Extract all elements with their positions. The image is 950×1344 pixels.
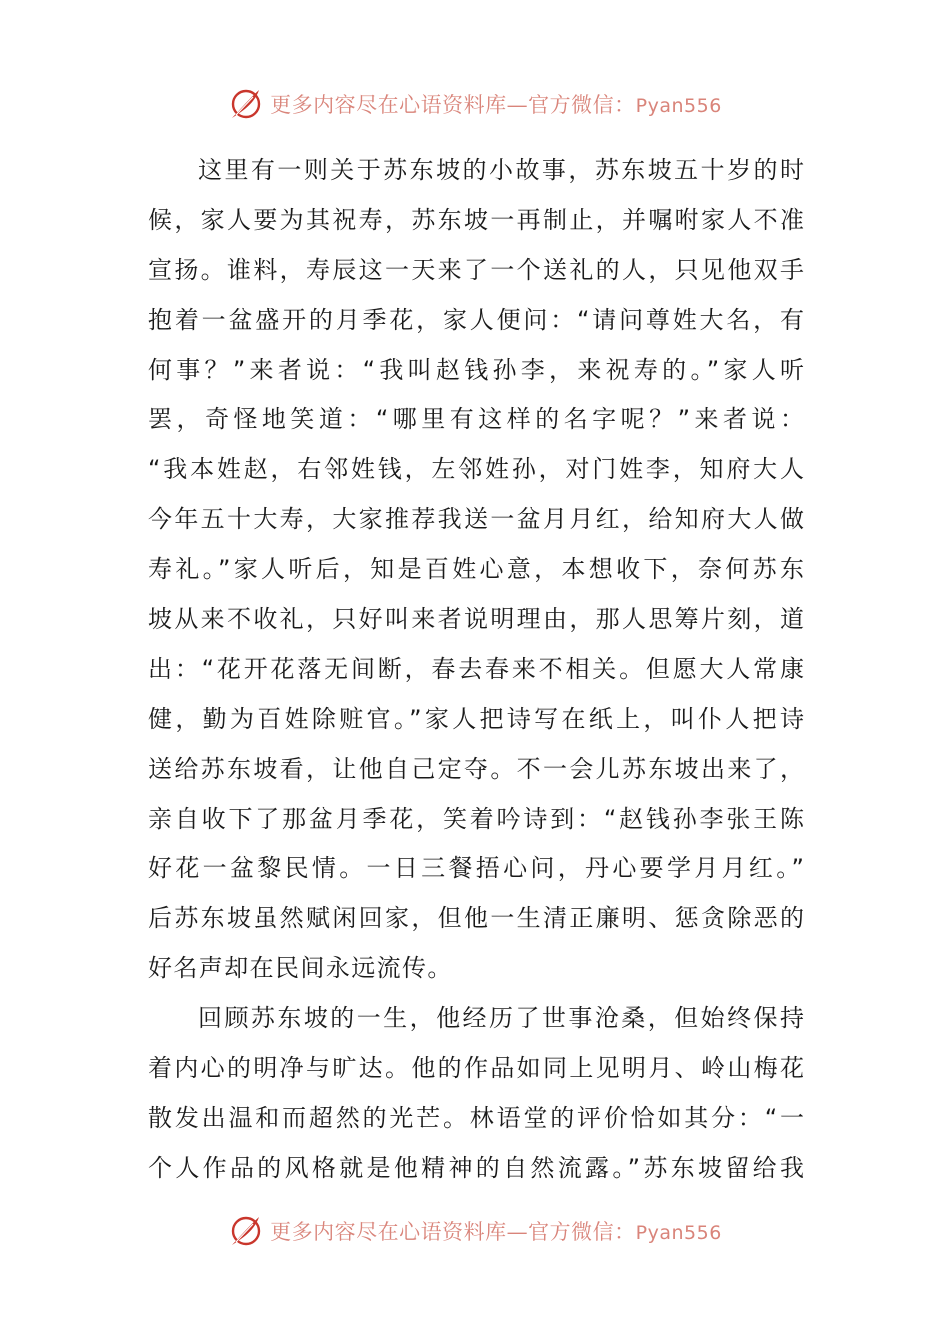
text-line: 回顾苏东坡的一生，他经历了世事沧桑，但始终保持 xyxy=(198,1004,804,1033)
header-watermark xyxy=(0,84,950,124)
text-line: 这里有一则关于苏东坡的小故事，苏东坡五十岁的时 xyxy=(198,156,804,184)
quill-pen-circle-icon xyxy=(228,1213,264,1249)
text-line: 候，家人要为其祝寿，苏东坡一再制止，并嘱咐家人不准 xyxy=(148,205,804,234)
text-line: 着内心的明净与旷达。他的作品如同上见明月、岭山梅花 xyxy=(148,1054,804,1083)
text-line: 坡从来不收礼，只好叫来者说明理由，那人思筹片刻，道 xyxy=(148,605,804,634)
text-line: 抱着一盆盛开的月季花，家人便问：“请问尊姓大名，有 xyxy=(148,305,804,334)
text-line: 好花一盆黎民情。一日三餐捂心问，丹心要学月月红。” xyxy=(148,854,804,883)
text-line: 亲自收下了那盆月季花，笑着吟诗到：“赵钱孙李张王陈 xyxy=(148,804,804,833)
text-line: 出：“花开花落无间断，春去春来不相关。但愿大人常康 xyxy=(148,654,804,683)
text-line: 送给苏东坡看，让他自己定夺。不一会儿苏东坡出来了， xyxy=(148,754,804,783)
text-line: 好名声却在民间永远流传。 xyxy=(148,954,453,983)
text-line: “我本姓赵，右邻姓钱，左邻姓孙，对门姓李，知府大人 xyxy=(148,455,804,484)
text-line: 个人作品的风格就是他精神的自然流露。”苏东坡留给我 xyxy=(148,1153,804,1182)
footer-watermark xyxy=(0,1211,950,1251)
text-line: 何事？”来者说：“我叫赵钱孙李，来祝寿的。”家人听 xyxy=(148,355,804,384)
text-line: 今年五十大寿，大家推荐我送一盆月月红，给知府大人做 xyxy=(148,505,804,534)
text-line: 健，勤为百姓除赃官。”家人把诗写在纸上，叫仆人把诗 xyxy=(148,704,804,733)
text-line: 后苏东坡虽然赋闲回家，但他一生清正廉明、惩贪除恶的 xyxy=(148,904,804,933)
document-body xyxy=(148,146,804,1194)
text-line: 散发出温和而超然的光芒。林语堂的评价恰如其分：“一 xyxy=(148,1103,804,1132)
watermark-text: 更多内容尽在心语资料库—官方微信：Pyan556 xyxy=(270,1220,722,1244)
text-line: 罢，奇怪地笑道：“哪里有这样的名字呢？”来者说： xyxy=(148,405,804,434)
watermark-account: Pyan556 xyxy=(635,1222,722,1244)
text-line: 寿礼。”家人听后，知是百姓心意，本想收下，奈何苏东 xyxy=(148,555,804,584)
quill-pen-circle-icon xyxy=(228,86,264,122)
watermark-account: Pyan556 xyxy=(635,95,722,117)
watermark-text: 更多内容尽在心语资料库—官方微信：Pyan556 xyxy=(270,93,722,117)
text-line: 宣扬。谁料，寿辰这一天来了一个送礼的人，只见他双手 xyxy=(148,255,804,284)
